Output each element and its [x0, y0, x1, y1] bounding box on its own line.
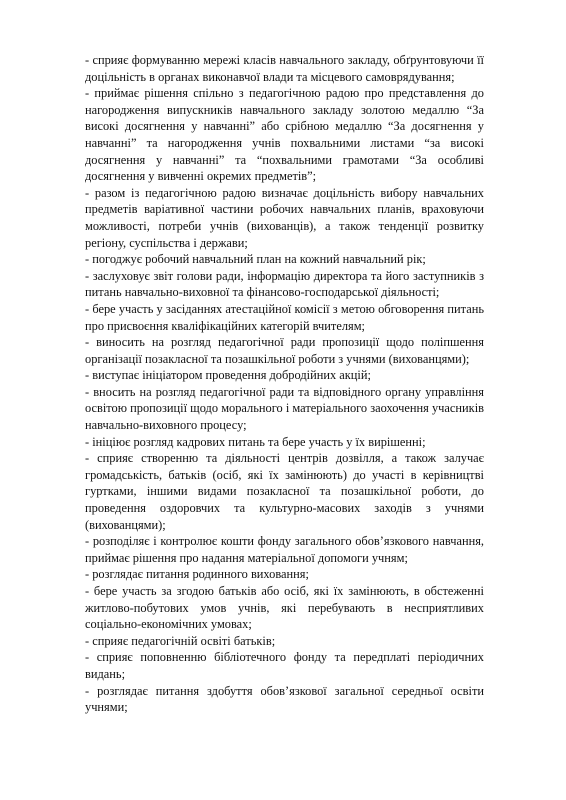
paragraph: - сприяє створенню та діяльності центрів дозвілля, а також залучає громадськість, батьків (осіб, які їх замінюють) до участі в керівництві гуртками, іншими видами позакласної та позашкільної роботи, до проведення оздоровчих та культурно-масових заходів з учнями (вихованцями); [85, 451, 484, 532]
paragraph: - сприяє формуванню мережі класів навчального закладу, обґрунтовуючи її доцільність в органах виконавчої влади та місцевого самоврядування; [85, 53, 484, 84]
paragraph: - виступає ініціатором проведення добродійних акцій; [85, 368, 371, 383]
document-page [85, 52, 484, 716]
paragraph: - заслуховує звіт голови ради, інформацію директора та його заступників з питань навчально-виховної та фінансово-господарської діяльності; [85, 268, 484, 300]
paragraph: - бере участь у засіданнях атестаційної комісії з метою обговорення питань про присвоєння кваліфікаційних категорій вчителям; [85, 301, 484, 333]
paragraph: - вносить на розгляд педагогічної ради та відповідного органу управління освітою пропозиції щодо морального і матеріального заохочення учасників навчально-виховного процесу; [85, 384, 484, 433]
paragraph: - приймає рішення спільно з педагогічною радою про представлення до нагородження випускників навчального закладу золотою медаллю “За високі досягнення у навчанні” або срібною медаллю “За досягнення у навчанні” та нагородження учнів похвальними листами “за високі досягнення у навчанні” та “похвальними грамотами “За особливі досягнення у вивченні окремих предметів”; [85, 86, 484, 184]
paragraph: - ініціює розгляд кадрових питань та бере участь у їх вирішенні; [85, 434, 426, 449]
paragraph: - погоджує робочий навчальний план на кожний навчальний рік; [85, 252, 426, 267]
paragraph: - бере участь за згодою батьків або осіб, які їх замінюють, в обстеженні житлово-побутових умов учнів, які перебувають в несприятливих соціально-економічних умовах; [85, 584, 484, 632]
paragraph: - разом із педагогічною радою визначає доцільність вибору навчальних предметів варіативної частини робочих навчальних планів, враховуючи можливості, потреби учнів (вихованців), а також тенденції розвитку регіону, суспільства і держави; [85, 185, 484, 250]
paragraph: - розглядає питання здобуття обов’язкової загальної середньої освіти учнями; [85, 683, 484, 715]
paragraph: - виносить на розгляд педагогічної ради пропозиції щодо поліпшення організації позакласної та позашкільної роботи з учнями (вихованцями); [85, 335, 484, 366]
paragraph: - сприяє педагогічній освіті батьків; [85, 633, 276, 648]
paragraph: - сприяє поповненню бібліотечного фонду та передплаті періодичних видань; [85, 650, 484, 681]
paragraph: - розглядає питання родинного виховання; [85, 567, 309, 582]
paragraph: - розподіляє і контролює кошти фонду загального обов’язкового навчання, приймає рішення про надання матеріальної допомоги учням; [85, 534, 484, 565]
